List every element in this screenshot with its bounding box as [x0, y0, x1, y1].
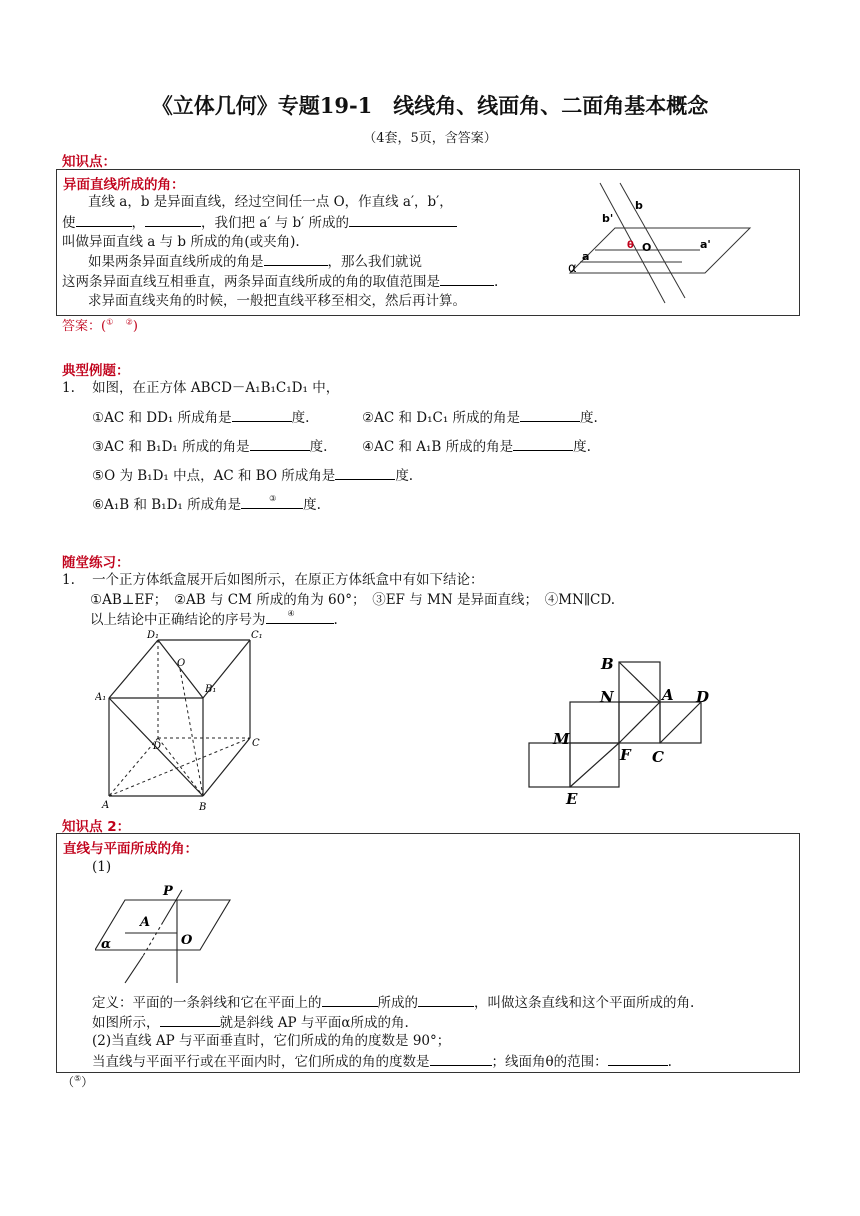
fig-label-a: A: [140, 915, 151, 930]
label-o: O: [642, 241, 652, 254]
skew-line5: 这两条异面直线互相垂直，两条异面直线所成的角的取值范围是 .: [62, 271, 498, 293]
section-label-knowledge-2: 知识点 2：: [62, 819, 131, 835]
example-q1-row2: ③AC 和 B₁D₁ 所成的角是 度.: [92, 436, 327, 458]
label-b-prime: b': [602, 212, 614, 225]
net-label-n: N: [600, 688, 614, 706]
cube-net-figure: [520, 652, 720, 812]
practice-q1-ask: 以上结论中正确结论的序号为 ④ .: [90, 609, 338, 628]
example-q1-row2b: ④AC 和 A₁B 所成的角是 度.: [362, 436, 591, 458]
cube-label-d: D: [153, 741, 162, 752]
cube-label-b: B: [199, 802, 207, 813]
footnote-mark-5: （⑤）: [62, 1074, 94, 1089]
box-heading-skew-angle: 异面直线所成的角：: [63, 177, 185, 193]
label-a: a: [582, 250, 590, 263]
skew-line1: 直线 a，b 是异面直线，经过空间任一点 O，作直线 a′，b′，: [88, 194, 453, 210]
example-q1: 1. 如图，在正方体 ABCD－A₁B₁C₁D₁ 中，: [62, 380, 340, 396]
example-q1-row1: ①AC 和 DD₁ 所成角是 度.: [92, 407, 309, 429]
practice-q1-items: ①AB⊥EF； ②AB 与 CM 所成的角为 60°； ③EF 与 MN 是异面直线； ④MN∥CD.: [90, 592, 616, 608]
definition-line: 定义：平面的一条斜线和它在平面上的 所成的 ，叫做这条直线和这个平面所成的角.: [92, 992, 694, 1014]
box-heading-line-plane: 直线与平面所成的角：: [63, 841, 198, 857]
net-label-c: C: [652, 748, 664, 766]
fig-label-alpha: α: [101, 937, 112, 952]
cube-label-a: A: [102, 800, 110, 811]
cube-label-b1: B₁: [205, 684, 217, 695]
label-theta: θ: [627, 240, 634, 251]
fig-label-p: P: [163, 884, 173, 899]
example-q1-row3: ⑤O 为 B₁D₁ 中点，AC 和 BO 所成角是 度.: [92, 465, 413, 487]
label-alpha: α: [568, 261, 577, 276]
figure-desc-line: 如图所示， 就是斜线 AP 与平面α所成的角.: [92, 1012, 409, 1034]
cube-label-c1: C₁: [251, 630, 263, 641]
skew-line4: 如果两条异面直线所成的角是 ，那么我们就说: [88, 251, 422, 273]
section-label-examples: 典型例题：: [62, 363, 130, 379]
label-b: b: [635, 199, 643, 212]
part1-label: (1): [92, 859, 112, 875]
section-label-practice: 随堂练习：: [62, 555, 130, 571]
cube-label-c: C: [252, 738, 260, 749]
net-label-f: F: [620, 746, 631, 764]
net-label-a: A: [662, 686, 674, 704]
cube-figure: [95, 628, 275, 813]
parallel-line: 当直线与平面平行或在平面内时，它们所成的角的度数是 ；线面角θ的范围： .: [92, 1051, 672, 1073]
cube-label-d1: D₁: [147, 630, 160, 641]
net-label-e: E: [566, 790, 578, 808]
section-label-knowledge: 知识点：: [62, 154, 116, 170]
answer-line-1: 答案：(① ②): [62, 317, 138, 334]
line-plane-figure: [95, 880, 240, 985]
cube-label-o: O: [177, 658, 186, 669]
skew-lines-figure: [560, 178, 760, 308]
cube-label-a1: A₁: [95, 692, 107, 703]
skew-line6: 求异面直线夹角的时候，一般把直线平移至相交，然后再计算。: [88, 293, 466, 309]
skew-line3: 叫做异面直线 a 与 b 所成的角(或夹角).: [62, 234, 300, 250]
practice-q1: 1. 一个正方体纸盒展开后如图所示，在原正方体纸盒中有如下结论：: [62, 572, 484, 588]
part2-line: (2)当直线 AP 与平面垂直时，它们所成的角的度数是 90°；: [92, 1033, 451, 1049]
plane-alpha: [95, 900, 230, 950]
label-a-prime: a': [700, 238, 711, 251]
page-subtitle: （4套，5页，含答案）: [363, 131, 497, 146]
skew-line2: 使 ， ，我们把 a′ 与 b′ 所成的: [62, 212, 457, 234]
page-title: 《立体几何》专题19-1 线线角、线面角、二面角基本概念: [151, 93, 709, 118]
net-label-m: M: [553, 730, 570, 748]
net-label-b: B: [601, 655, 614, 673]
example-q1-row1b: ②AC 和 D₁C₁ 所成的角是 度.: [362, 407, 598, 429]
fig-label-o: O: [181, 933, 193, 948]
net-label-d: D: [696, 688, 710, 706]
example-q1-row4: ⑥A₁B 和 B₁D₁ 所成角是 ③ 度.: [92, 494, 321, 513]
